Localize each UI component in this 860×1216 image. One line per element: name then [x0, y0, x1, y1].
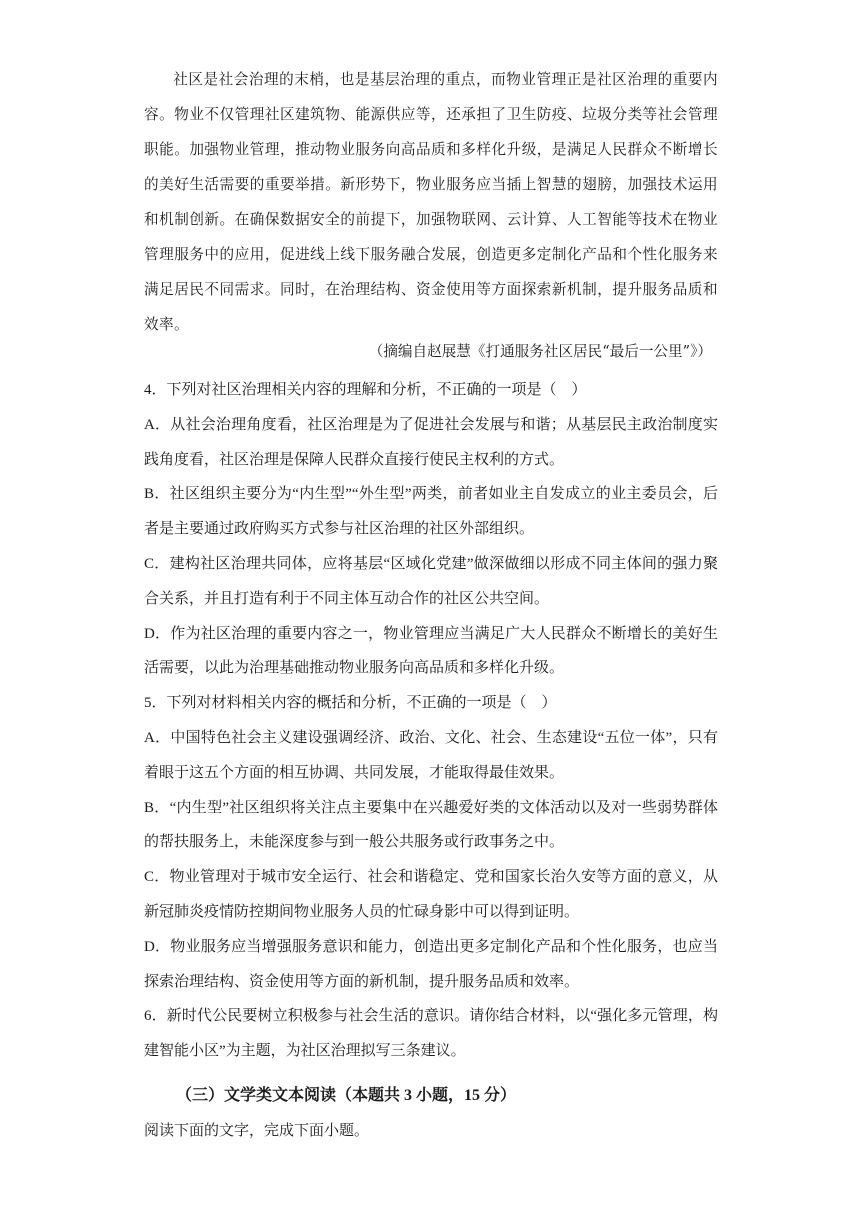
question-6-stem: 6．新时代公民要树立积极参与社会生活的意识。请你结合材料，以“强化多元管理，构建智能小区”为主题，为社区治理拟写三条建议。: [144, 1008, 718, 1060]
question-5-option-d: D．物业服务应当增强服务意识和能力，创造出更多定制化产品和个性化服务，也应当探索治理结构、资金使用等方面的新机制，提升服务品质和效率。: [144, 938, 718, 990]
question-4-option-b: B．社区组织主要分为“内生型”“外生型”两类，前者如业主自发成立的业主委员会，后者是主要通过政府购买方式参与社区治理的社区外部组织。: [144, 486, 718, 538]
question-4-option-d: D．作为社区治理的重要内容之一，物业管理应当满足广大人民群众不断增长的美好生活需要，以此为治理基础推动物业服务向高品质和多样化升级。: [144, 625, 718, 677]
section-heading: （三）文学类文本阅读（本题共 3 小题，15 分）: [176, 1087, 517, 1104]
question-5-stem: 5．下列对材料相关内容的概括和分析，不正确的一项是（ ）: [144, 695, 557, 712]
section-instruction: 阅读下面的文字，完成下面小题。: [144, 1123, 370, 1139]
question-5-option-a: A．中国特色社会主义建设强调经济、政治、文化、社会、生态建设“五位一体”，只有着眼于这五个方面的相互协调、共同发展，才能取得最佳效果。: [144, 729, 718, 781]
question-4-option-c: C．建构社区治理共同体，应将基层“区域化党建”做深做细以形成不同主体间的强力聚合关系，并且打造有利于不同主体互动合作的社区公共空间。: [144, 555, 718, 607]
passage-paragraph: 社区是社会治理的末梢，也是基层治理的重点，而物业管理正是社区治理的重要内容。物业不仅管理社区建筑物、能源供应等，还承担了卫生防疫、垃圾分类等社会管理职能。加强物业管理，推动物业服务向高品质和多样化升级，是满足人民群众不断增长的美好生活需要的重要举措。新形势下，物业服务应当插上智慧的翅膀，加强技术运用和机制创新。在确保数据安全的前提下，加强物联网、云计算、人工智能等技术在物业管理服务中的应用，促进线上线下服务融合发展，创造更多定制化产品和个性化服务来满足居民不同需求。同时，在治理结构、资金使用等方面探索新机制，提升服务品质和效率。: [144, 71, 718, 333]
passage-source: （摘编自赵展慧《打通服务社区居民“最后一公里”》）: [368, 343, 712, 360]
question-5-option-b: B．“内生型”社区组织将关注点主要集中在兴趣爱好类的文体活动以及对一些弱势群体的帮扶服务上，未能深度参与到一般公共服务或行政事务之中。: [144, 799, 718, 851]
question-5-option-c: C．物业管理对于城市安全运行、社会和谐稳定、党和国家长治久安等方面的意义，从新冠肺炎疫情防控期间物业服务人员的忙碌身影中可以得到证明。: [144, 869, 718, 920]
question-4-stem: 4．下列对社区治理相关内容的理解和分析，不正确的一项是（ ）: [144, 382, 587, 398]
question-4-option-a: A．从社会治理角度看，社区治理是为了促进社会发展与和谐；从基层民主政治制度实践角度看，社区治理是保障人民群众直接行使民主权利的方式。: [144, 416, 718, 468]
question-block: [144, 373, 718, 1069]
